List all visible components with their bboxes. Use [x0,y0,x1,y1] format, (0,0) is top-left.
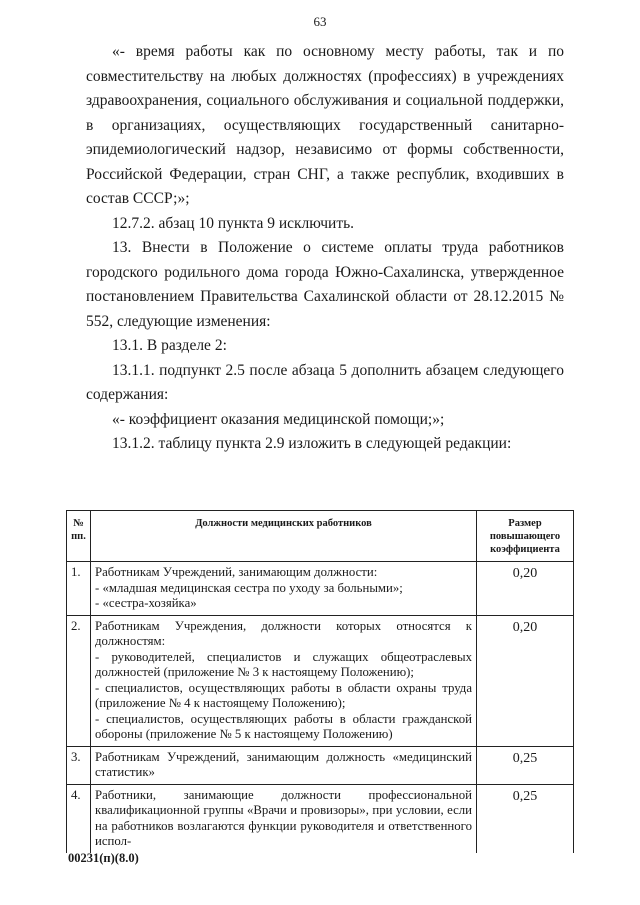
row-line: - специалистов, осуществляющих работы в области гражданской обороны (приложение № 5 к настоящему Положению) [95,711,472,741]
row-line: - «младшая медицинская сестра по уходу за больными»; [95,580,403,595]
table-header-row [67,511,574,562]
row-description [91,784,477,853]
table-row [67,562,574,616]
paragraph: «- время работы как по основному месту работы, так и по совместительству на любых должностях (профессиях) в учреждениях здравоохранения, социального обслуживания и социальной поддержки, в организациях, осуществляющих государственный санитарно-эпидемиологический надзор, независимо от формы собственности, Российской Федерации, стран СНГ, а также республик, входивших в состав СССР;»; [86,43,564,207]
coefficient-table [66,510,574,853]
table-row [67,615,574,746]
table-row [67,746,574,784]
table-row [67,784,574,853]
paragraph: 13.1. В разделе 2: [112,337,227,354]
header-position: Должности медицинских работников [91,511,477,562]
paragraph: 13.1.1. подпункт 2.5 после абзаца 5 дополнить абзацем следующего содержания: [86,361,564,403]
row-number: 3. [67,746,91,784]
row-coefficient: 0,20 [477,562,574,616]
row-coefficient: 0,25 [477,784,574,853]
header-num: № пп. [67,511,91,562]
row-description [91,562,477,616]
paragraph: 13. Внести в Положение о системе оплаты труда работников городского родильного дома города Южно-Сахалинска, утвержденное постановлением Правительства Сахалинской области от 28.12.2015 № 552, следующие изменения: [86,239,564,330]
paragraph: 12.7.2. абзац 10 пункта 9 исключить. [112,214,355,232]
row-line: - «сестра-хозяйка» [95,596,197,610]
page-number: 63 [313,14,327,29]
row-number: 2. [67,615,91,746]
document-code: 00231(п)(8.0) [68,851,139,865]
header-coefficient: Размер повышающего коэффициента [477,511,574,562]
row-line: Работникам Учреждения, должности которых относятся к должностям: [95,618,472,648]
row-coefficient: 0,20 [477,615,574,746]
row-line: - специалистов, осуществляющих работы в области охраны труда (приложение № 4 к настоящему Положению); [95,680,472,710]
row-line: Работникам Учреждений, занимающим должности: [95,565,378,579]
row-line: - руководителей, специалистов и служащих общеотраслевых должностей (приложение № 3 к настоящему Положению); [95,649,472,679]
paragraph: 13.1.2. таблицу пункта 2.9 изложить в следующей редакции: [112,435,512,452]
row-line: Работники, занимающие должности профессиональной квалификационной группы «Врачи и провизоры», при условии, если на работников возлагаются функции руководителя и ответственного испол- [95,787,472,848]
row-description [91,615,477,746]
document-body [86,40,564,457]
row-coefficient: 0,25 [477,746,574,784]
row-number: 1. [67,562,91,616]
paragraph: «- коэффициент оказания медицинской помощи;»; [112,410,445,428]
row-description [91,746,477,784]
row-line: Работникам Учреждений, занимающим должность «медицинский статистик» [95,749,472,779]
row-number: 4. [67,784,91,853]
